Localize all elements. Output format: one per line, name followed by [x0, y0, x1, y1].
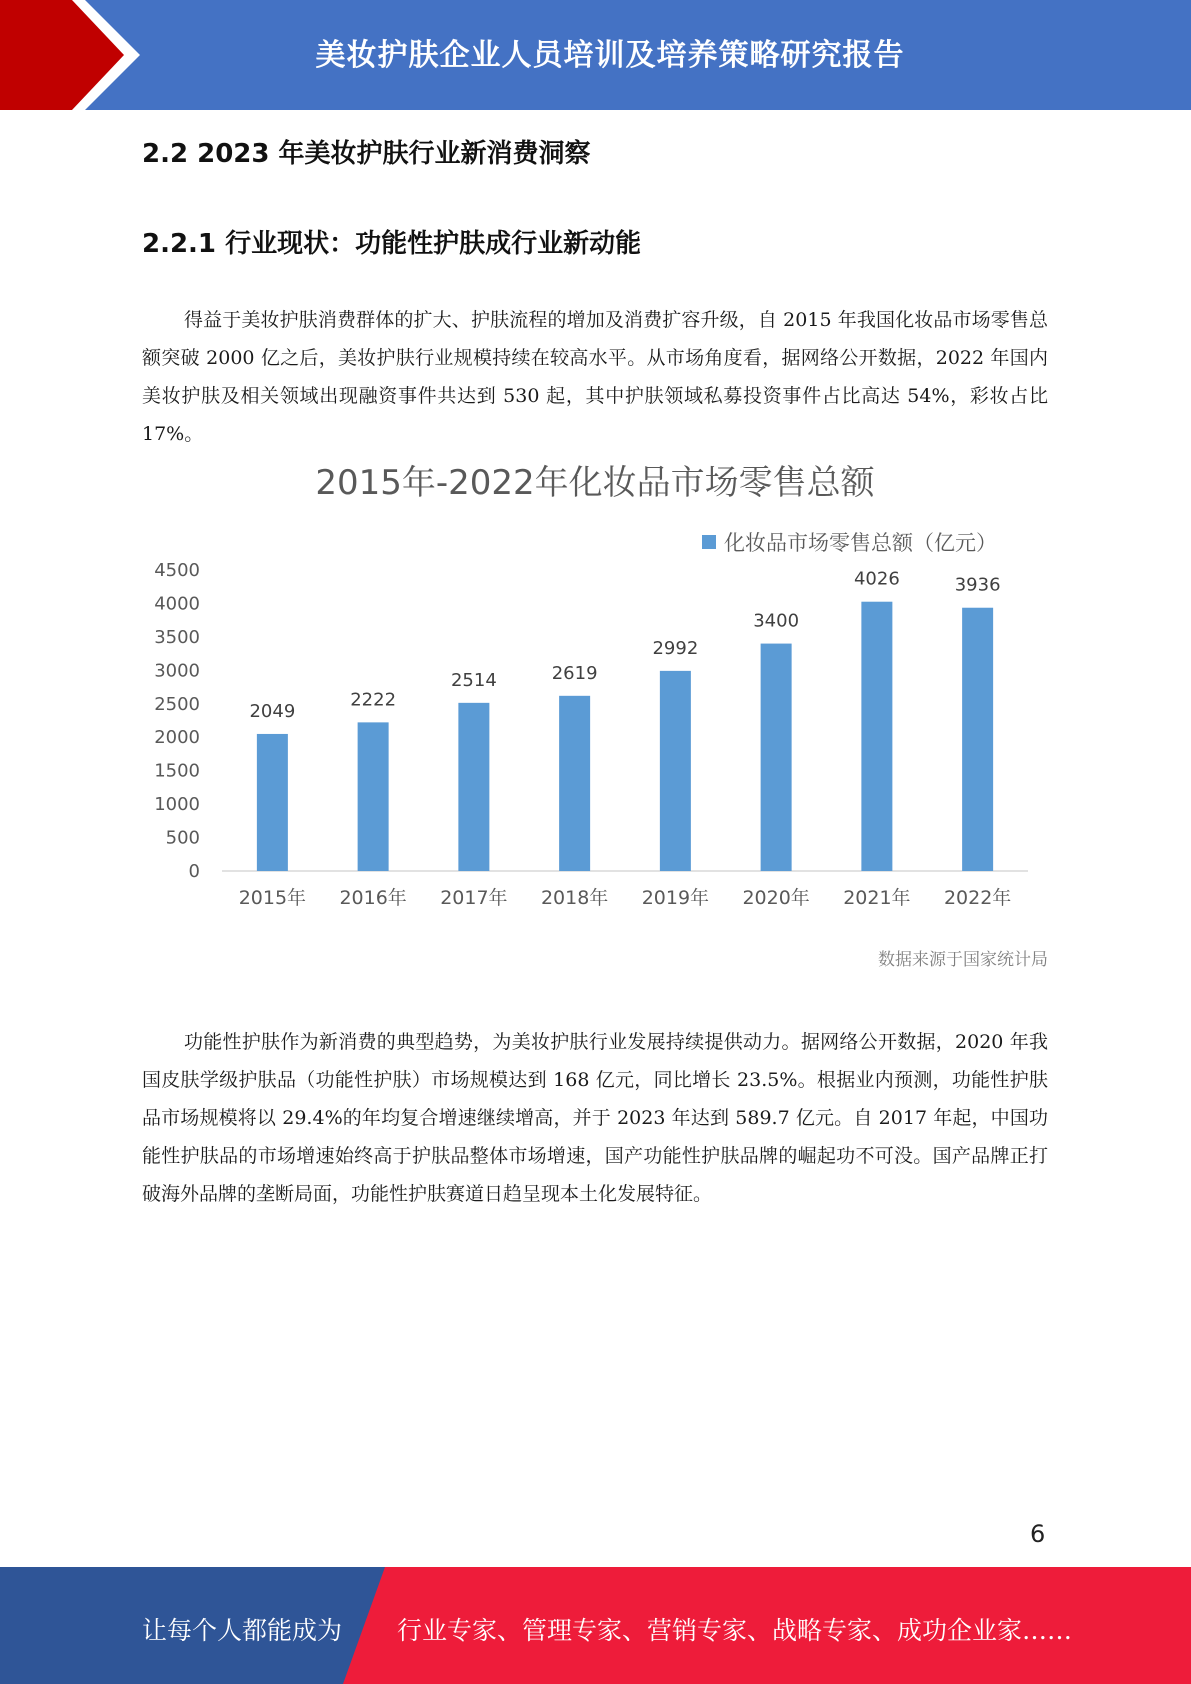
y-tick-label: 4000 — [154, 593, 200, 615]
page-footer — [0, 1567, 1191, 1684]
body-paragraph-2: 功能性护肤作为新消费的典型趋势，为美妆护肤行业发展持续提供动力。据网络公开数据，2020 年我国皮肤学级护肤品（功能性护肤）市场规模达到 168 亿元，同比增长 23.5%。根据业内预测，功能性护肤品市场规模将以 29.4%的年均复合增速继续增高，并于 2023 年达到 589.7 亿元。自 2017 年起，中国功能性护肤品的市场增速始终高于护肤品整体市场增速，国产功能性护肤品牌的崛起功不可没。国产品牌正打破海外品牌的垄断局面，功能性护肤赛道日趋呈现本土化发展特征。 — [142, 1031, 1048, 1205]
bar-2015年 — [257, 734, 288, 871]
x-tick-label: 2021年 — [843, 887, 911, 909]
chart-title: 2015年-2022年化妆品市场零售总额 — [315, 463, 875, 503]
data-label: 2049 — [249, 700, 296, 722]
bar-2017年 — [458, 703, 489, 871]
data-label: 4026 — [853, 568, 900, 590]
data-label: 2992 — [652, 637, 699, 659]
x-tick-label: 2022年 — [943, 887, 1012, 909]
body-paragraph-1: 得益于美妆护肤消费群体的扩大、护肤流程的增加及消费扩容升级，自 2015 年我国化妆品市场零售总额突破 2000 亿之后，美妆护肤行业规模持续在较高水平。从市场角度看，据网络公开数据，2022 年国内美妆护肤及相关领域出现融资事件共达到 530 起，其中护肤领域私募投资事件占比高达 54%，彩妆占比 17%。 — [142, 309, 1048, 445]
y-tick-label: 3000 — [154, 660, 200, 682]
chart-plot — [142, 455, 1048, 935]
retail-sales-chart — [142, 455, 1048, 975]
y-tick-label: 2000 — [154, 727, 200, 749]
legend-label: 化妆品市场零售总额（亿元） — [724, 531, 997, 555]
x-tick-label: 2020年 — [742, 887, 810, 909]
data-label: 3936 — [954, 574, 1001, 596]
bar-2018年 — [559, 696, 590, 871]
y-tick-label: 2500 — [154, 693, 200, 715]
y-tick-label: 0 — [188, 861, 200, 882]
y-tick-label: 1500 — [154, 760, 200, 782]
data-label: 2619 — [551, 662, 598, 684]
y-tick-label: 1000 — [154, 794, 200, 816]
data-label: 3400 — [753, 610, 800, 632]
x-tick-label: 2018年 — [540, 887, 609, 909]
data-label: 2514 — [450, 669, 497, 691]
section-heading: 2.2 2023 年美妆护肤行业新消费洞察 — [142, 139, 591, 169]
page-number: 6 — [1030, 1520, 1046, 1548]
x-tick-label: 2017年 — [440, 887, 508, 909]
report-title: 美妆护肤企业人员培训及培养策略研究报告 — [315, 38, 905, 73]
x-tick-label: 2015年 — [238, 887, 307, 909]
footer-roles: 行业专家、管理专家、营销专家、战略专家、成功企业家…… — [397, 1616, 1073, 1645]
x-tick-label: 2019年 — [641, 887, 710, 909]
footer-slogan: 让每个人都能成为 — [142, 1616, 343, 1645]
bar-2016年 — [358, 722, 389, 871]
bar-2020年 — [761, 644, 792, 871]
page-header — [0, 0, 1191, 110]
x-tick-label: 2016年 — [339, 887, 407, 909]
bar-2019年 — [660, 671, 691, 871]
bar-2022年 — [962, 608, 993, 871]
y-tick-label: 500 — [165, 827, 200, 849]
chart-source: 数据来源于国家统计局 — [878, 950, 1048, 970]
y-tick-label: 3500 — [154, 626, 200, 648]
subsection-heading: 2.2.1 行业现状：功能性护肤成行业新动能 — [142, 229, 642, 259]
data-label: 2222 — [350, 689, 397, 711]
bar-2021年 — [861, 602, 892, 871]
y-tick-label: 4500 — [154, 560, 200, 581]
